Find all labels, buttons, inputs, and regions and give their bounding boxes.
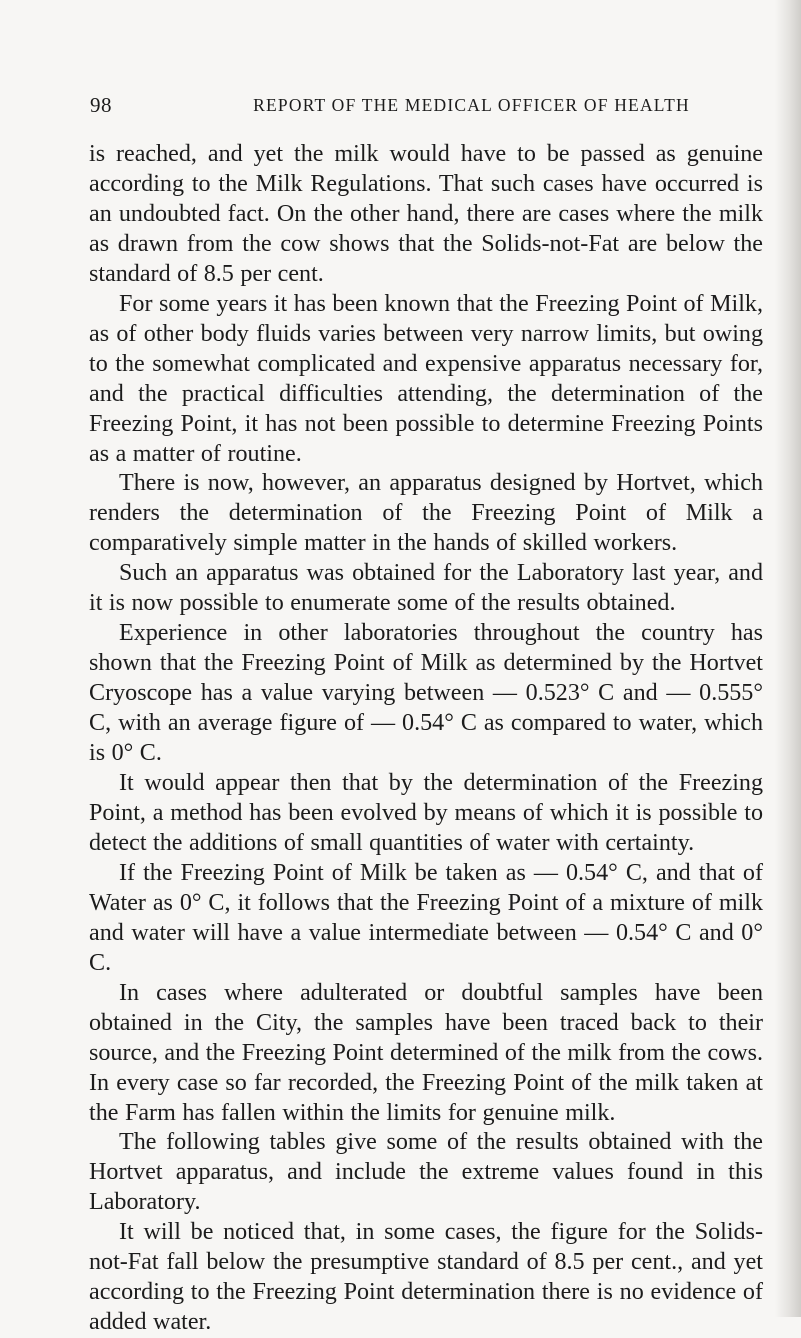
paragraph: There is now, however, an apparatus designed by Hortvet, which renders the determination of the Freezing Point of Milk a comparatively simple matter in the hands of skilled workers. bbox=[89, 470, 763, 557]
running-head: REPORT OF THE MEDICAL OFFICER OF HEALTH bbox=[253, 95, 690, 115]
page-edge-shadow bbox=[775, 0, 801, 1317]
paragraph: In cases where adulterated or doubtful samples have been obtained in the City, the samples have been traced back to their source, and the Freezing Point determined of the milk from the cows. In every case so far recorded, the Freezing Point of the milk taken at the Farm has fallen within the limits for genuine milk. bbox=[89, 979, 763, 1126]
paragraph: The following tables give some of the results obtained with the Hortvet apparatus, and include the extreme values found in this Laboratory. bbox=[89, 1129, 763, 1216]
paragraph: For some years it has been known that the Freezing Point of Milk, as of other body fluids varies between very narrow limits, but owing to the somewhat complicated and expensive apparatus necessary for, and the practical difficulties attending, the determination of the Freezing Point, it has not been possible to determine Freezing Points as a matter of routine. bbox=[89, 290, 763, 467]
page-number: 98 bbox=[90, 93, 112, 117]
paragraph: is reached, and yet the milk would have to be passed as genuine according to the Milk Regulations. That such cases have occurred is an undoubted fact. On the other hand, there are cases where the milk as drawn from the cow shows that the Solids-not-Fat are below the standard of 8.5 per cent. bbox=[89, 141, 763, 287]
paragraph: It would appear then that by the determination of the Freezing Point, a method has been evolved by means of which it is possible to detect the additions of small quantities of water with certainty. bbox=[89, 770, 763, 856]
body-text bbox=[89, 140, 763, 1338]
paragraph: It will be noticed that, in some cases, the figure for the Solids-not-Fat fall below the presumptive standard of 8.5 per cent., and yet according to the Freezing Point determination there is no evidence of added water. bbox=[89, 1219, 763, 1336]
paragraph: Such an apparatus was obtained for the Laboratory last year, and it is now possible to enumerate some of the results obtained. bbox=[89, 560, 763, 617]
page-header bbox=[90, 93, 761, 117]
paragraph: If the Freezing Point of Milk be taken as — 0.54° C, and that of Water as 0° C, it follows that the Freezing Point of a mixture of milk and water will have a value intermediate between — 0.54° C and 0° C. bbox=[89, 859, 763, 976]
paragraph: Experience in other laboratories throughout the country has shown that the Freezing Point of Milk as determined by the Hortvet Cryoscope has a value varying between — 0.523° C and — 0.555° C, with an average figure of — 0.54° C as compared to water, which is 0° C. bbox=[89, 620, 763, 767]
